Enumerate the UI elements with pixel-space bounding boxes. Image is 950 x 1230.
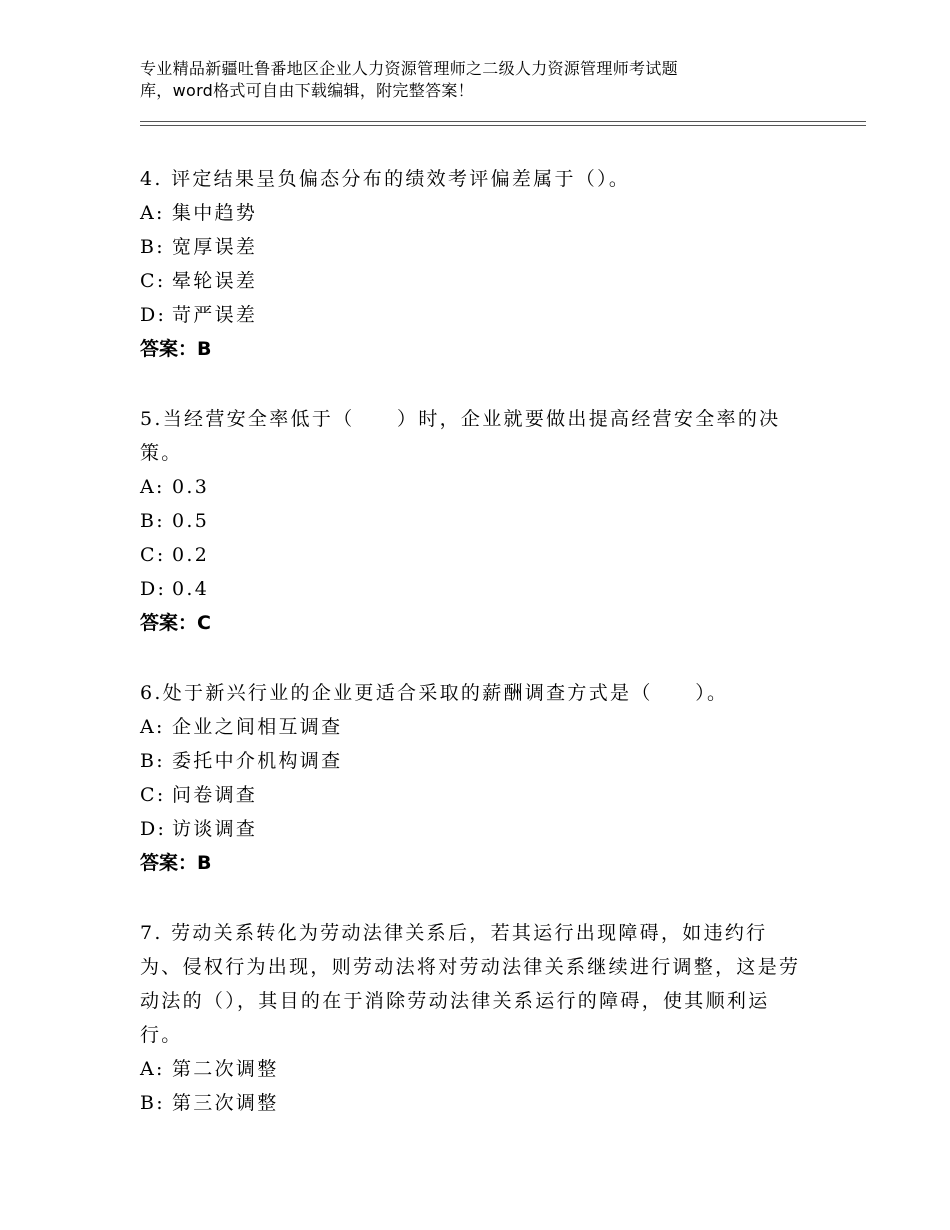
option-b xyxy=(140,744,810,778)
option-letter: C: xyxy=(140,784,166,806)
option-c xyxy=(140,538,810,572)
option-text: 问卷调查 xyxy=(172,784,258,806)
option-b xyxy=(140,504,810,538)
question-stem: 4. 评定结果呈负偏态分布的绩效考评偏差属于（）。 xyxy=(140,168,631,190)
option-text: 0.2 xyxy=(172,544,210,566)
question-5 xyxy=(140,402,810,640)
option-letter: D: xyxy=(140,818,167,840)
option-letter: B: xyxy=(140,750,165,772)
question-7 xyxy=(140,916,810,1120)
answer-label: 答案：B xyxy=(140,852,212,874)
header-title-line-1: 专业精品新疆吐鲁番地区企业人力资源管理师之二级人力资源管理师考试题 xyxy=(140,59,678,78)
option-a xyxy=(140,470,810,504)
answer-label: 答案：B xyxy=(140,338,212,360)
question-list xyxy=(140,162,810,1156)
option-letter: D: xyxy=(140,578,167,600)
option-text: 0.4 xyxy=(172,578,210,600)
option-b xyxy=(140,230,810,264)
option-text: 宽厚误差 xyxy=(172,236,258,258)
option-text: 访谈调查 xyxy=(172,818,258,840)
option-text: 0.3 xyxy=(172,476,210,498)
option-text: 苛严误差 xyxy=(172,304,258,326)
question-4 xyxy=(140,162,810,366)
question-stem: 5.当经营安全率低于（ ）时，企业就要做出提高经营安全率的决策。 xyxy=(140,408,781,464)
option-letter: D: xyxy=(140,304,167,326)
option-letter: A: xyxy=(140,716,165,738)
option-letter: C: xyxy=(140,270,166,292)
option-c xyxy=(140,778,810,812)
option-letter: C: xyxy=(140,544,166,566)
answer-label: 答案：C xyxy=(140,612,211,634)
document-header xyxy=(140,58,780,102)
option-text: 第三次调整 xyxy=(172,1092,279,1114)
option-letter: B: xyxy=(140,510,165,532)
question-stem: 7. 劳动关系转化为劳动法律关系后，若其运行出现障碍，如违约行为、侵权行为出现，则劳动法将对劳动法律关系继续进行调整，这是劳动法的（），其目的在于消除劳动法律关系运行的障碍，使其顺利运行。 xyxy=(140,922,801,1046)
option-c xyxy=(140,264,810,298)
option-text: 委托中介机构调查 xyxy=(172,750,343,772)
option-d xyxy=(140,572,810,606)
option-letter: B: xyxy=(140,1092,165,1114)
option-a xyxy=(140,196,810,230)
option-text: 第二次调整 xyxy=(172,1058,279,1080)
option-d xyxy=(140,298,810,332)
option-text: 企业之间相互调查 xyxy=(172,716,343,738)
header-title-line-2: 库，word格式可自由下载编辑，附完整答案！ xyxy=(140,81,474,100)
option-b xyxy=(140,1086,810,1120)
option-letter: B: xyxy=(140,236,165,258)
option-a xyxy=(140,1052,810,1086)
option-a xyxy=(140,710,810,744)
header-divider-top xyxy=(140,121,866,122)
question-stem: 6.处于新兴行业的企业更适合采取的薪酬调查方式是（ ）。 xyxy=(140,682,729,704)
option-d xyxy=(140,812,810,846)
option-letter: A: xyxy=(140,1058,165,1080)
option-text: 晕轮误差 xyxy=(172,270,258,292)
header-divider-bottom xyxy=(140,125,866,126)
option-text: 0.5 xyxy=(172,510,210,532)
option-text: 集中趋势 xyxy=(172,202,258,224)
question-6 xyxy=(140,676,810,880)
option-letter: A: xyxy=(140,476,165,498)
option-letter: A: xyxy=(140,202,165,224)
